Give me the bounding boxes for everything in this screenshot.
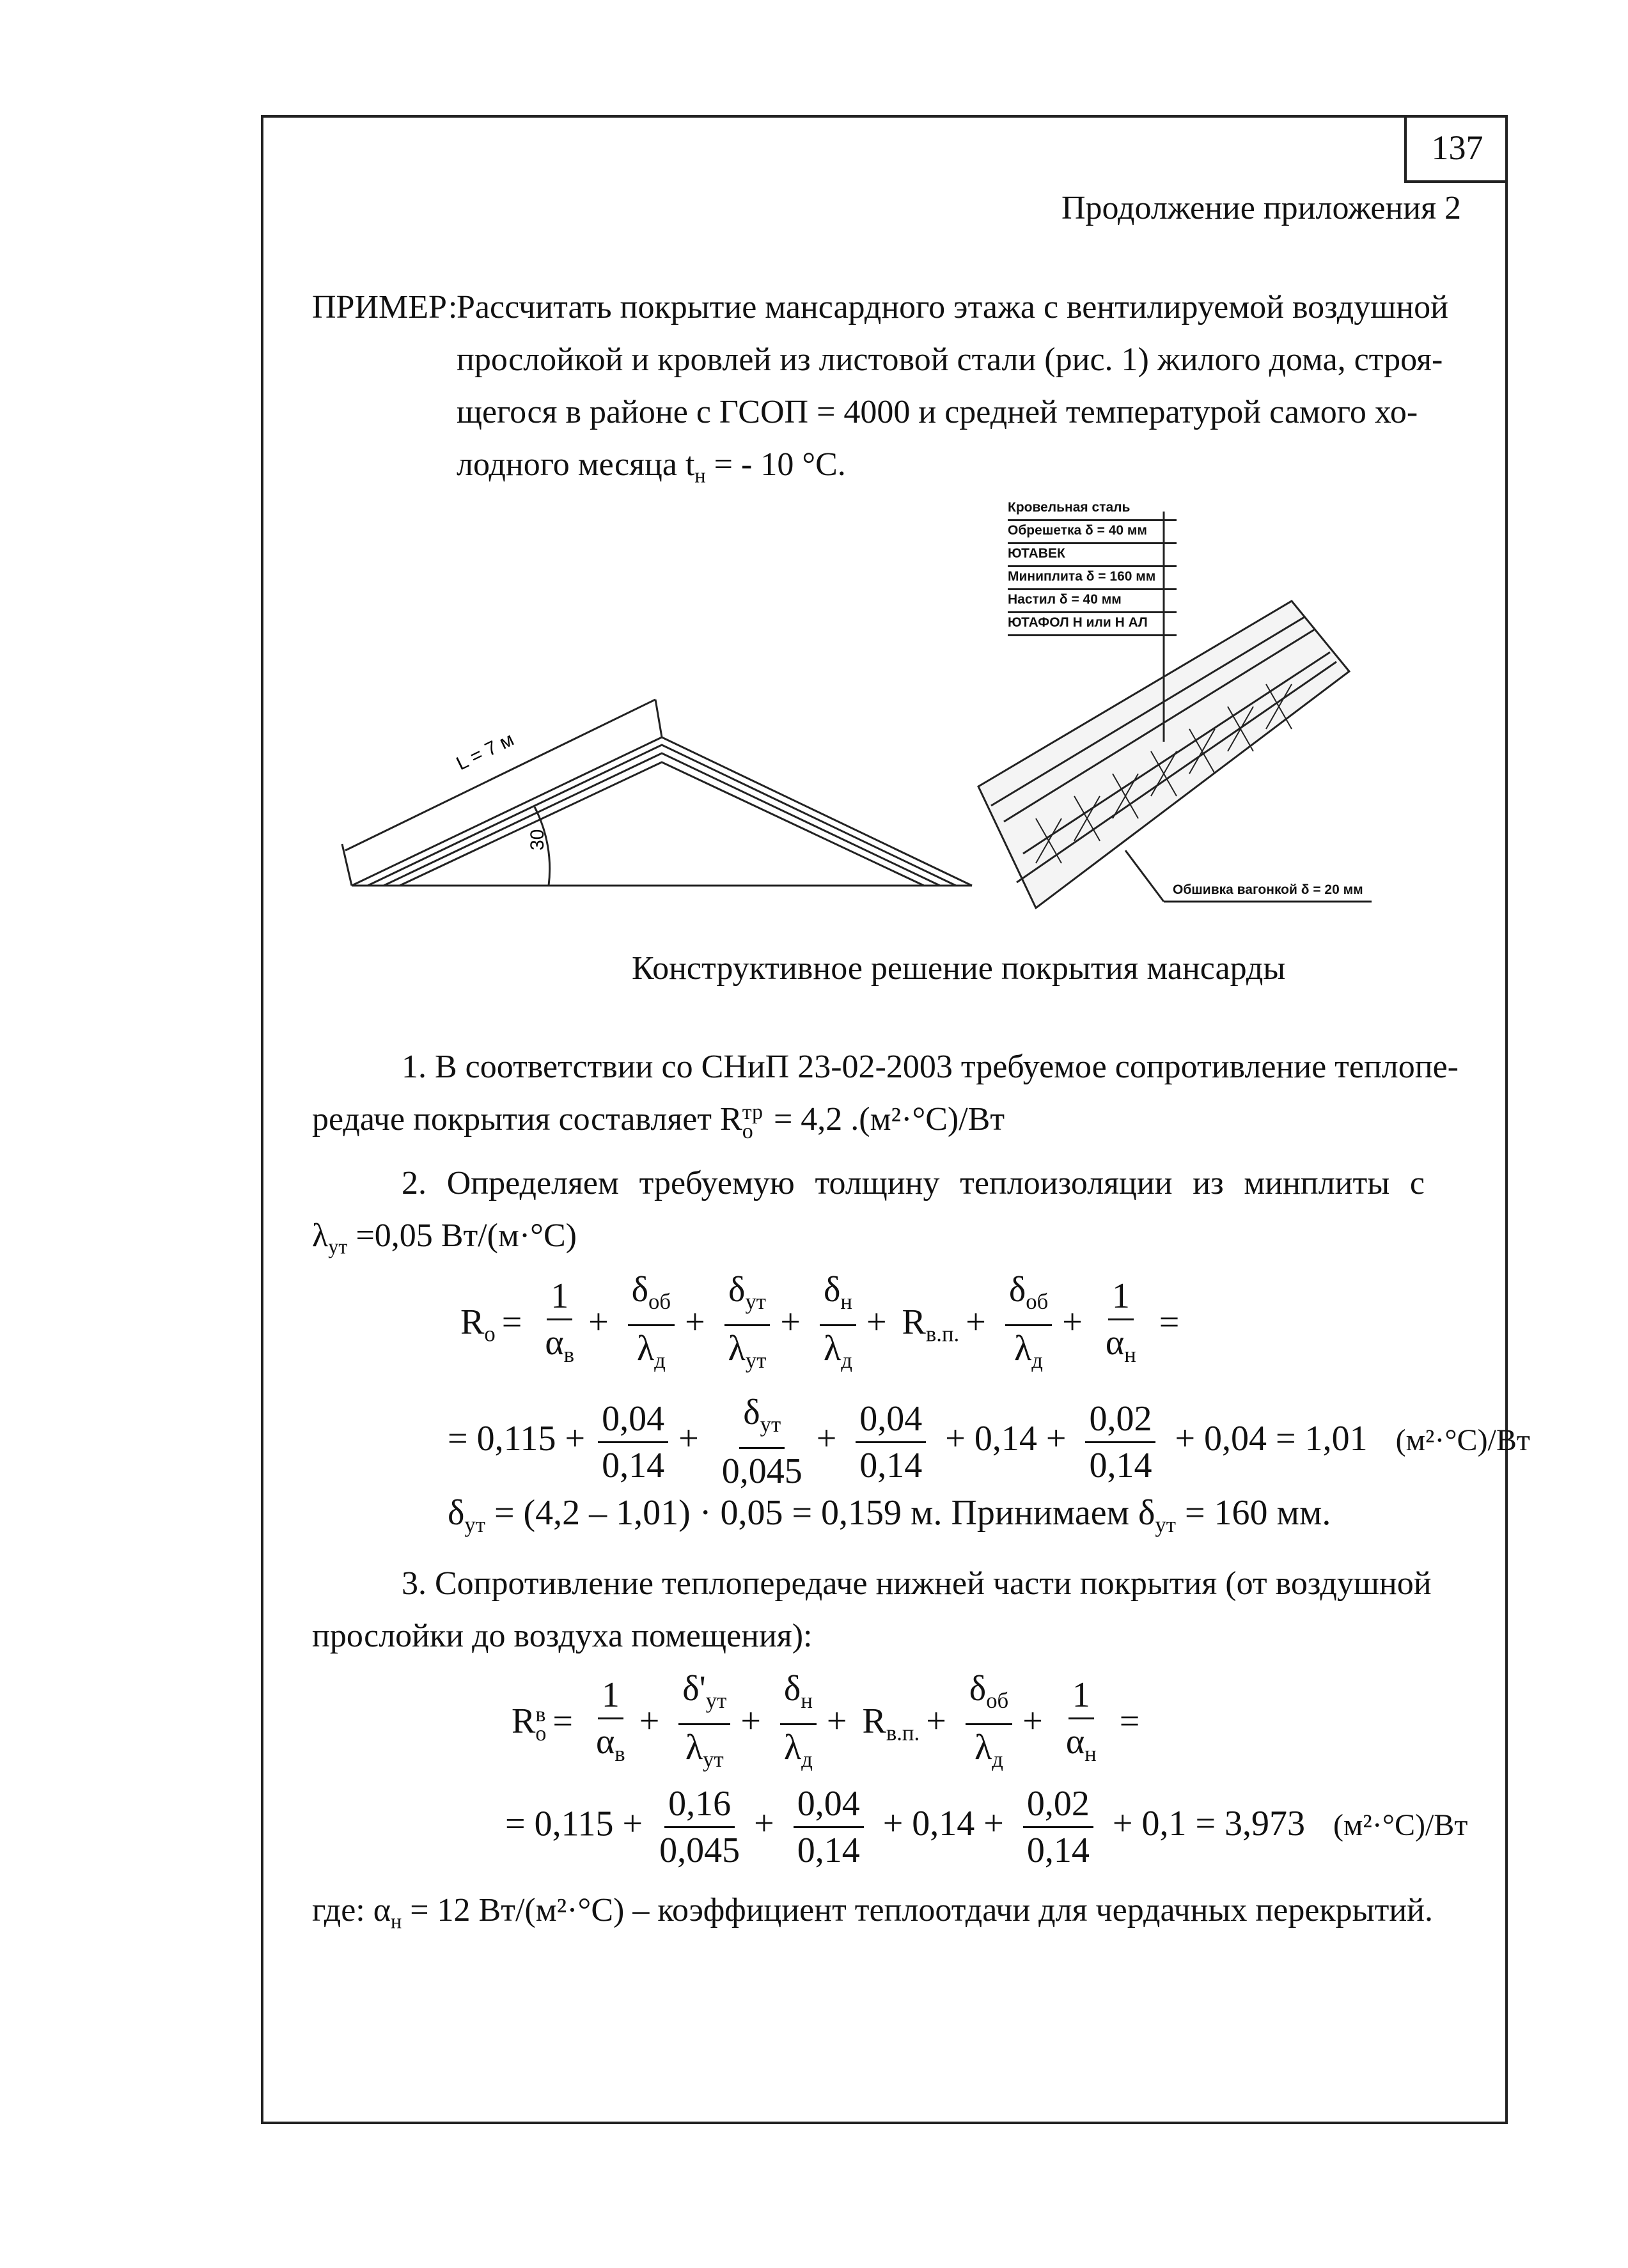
- item-3-line: 3. Сопротивление теплопередаче нижней части покрытия (от воздушной: [402, 1565, 1432, 1602]
- layer-label: Кровельная сталь: [1008, 496, 1177, 521]
- item-3: [312, 1558, 1432, 1662]
- roof-length-label: L = 7 м: [453, 728, 517, 775]
- layer-label: Миниплита δ = 160 мм: [1008, 565, 1177, 590]
- example-line: Рассчитать покрытие мансардного этажа с вентилируемой воздушной: [457, 289, 1448, 325]
- item-3-line: прослойки до воздуха помещения):: [312, 1618, 813, 1654]
- item-2-line: $\lambda_{ут} =0,05$ Вт/(м·°С): [312, 1217, 577, 1258]
- alpha-note: где: $\alpha_н = 12$ Вт/(м²·°С) – коэффициент теплоотдачи для чердачных перекрытий.: [312, 1892, 1433, 1933]
- example-line: лодного месяца $t_н$ = - 10 °С.: [457, 446, 846, 487]
- roof-construction-figure: [333, 486, 1381, 921]
- item-1-line: редаче покрытия составляет R тр о = 4,2 .(м²·°С)/Вт: [312, 1100, 1005, 1144]
- continuation-header: Продолжение приложения 2: [1061, 190, 1462, 226]
- figure-caption: Конструктивное решение покрытия мансарды: [632, 950, 1286, 987]
- equation-ro-lower: R в о = $\frac{1}{\alpha_в}$ + $\frac{\delta'_{ут}}{\lambda_{ут}}$ + $\frac{\delta_н}{\lambda_д}$ + $R_{в.п.}$ + $\frac{\delta_{об}}{\lambda_д}$ + $\frac{1}{\alpha_н}$ =: [512, 1669, 1140, 1772]
- layer-label: Обрешетка δ = 40 мм: [1008, 519, 1177, 544]
- item-2-line: 2. Определяем требуемую толщину теплоизоляции из минплиты с: [402, 1165, 1425, 1201]
- page-number: 137: [1404, 115, 1508, 183]
- layer-label: ЮТАФОЛ Н или Н АЛ: [1008, 611, 1177, 636]
- item-1: [312, 1041, 1459, 1146]
- lining-label: Обшивка вагонкой δ = 20 мм: [1173, 882, 1363, 897]
- equation-insulation-thickness: $\delta_{ут} = (4,2 - 1,01) \cdot 0,05 = 0,159$ м. Принимаем $\delta_{ут} = 160$ мм.: [448, 1493, 1331, 1538]
- equation-ro-lower-values: = 0,115 + $\frac{0,16}{0,045}$ + $\frac{0,04}{0,14}$ + 0,14 + $\frac{0,02}{0,14}$ + 0,1 = 3,973 (м²·°С)/Вт: [505, 1784, 1468, 1870]
- angle-label: 30: [527, 829, 548, 850]
- equation-ro-values: = 0,115 + $\frac{0,04}{0,14}$ + $\frac{\delta_{ут}}{0,045}$ + $\frac{0,04}{0,14}$ + 0,14 + $\frac{0,02}{0,14}$ + 0,04 = 1,01 (м²·°С)/Вт: [448, 1393, 1530, 1492]
- roof-profile-drawing: [342, 700, 972, 886]
- item-2: [312, 1157, 1425, 1262]
- example-line: щегося в районе с ГСОП = 4000 и средней температурой самого хо-: [457, 394, 1418, 430]
- example-line: прослойкой и кровлей из листовой стали (рис. 1) жилого дома, строя-: [457, 341, 1443, 378]
- example-text: [457, 281, 1448, 491]
- item-1-line: 1. В соответствии со СНиП 23-02-2003 требуемое сопротивление теплопе-: [402, 1049, 1459, 1085]
- layer-label: ЮТАВЕК: [1008, 542, 1177, 567]
- example-label: ПРИМЕР:: [312, 289, 458, 325]
- layer-label: Настил δ = 40 мм: [1008, 588, 1177, 613]
- equation-ro: $R_о$ = $\frac{1}{\alpha_в}$ + $\frac{\delta_{об}}{\lambda_д}$ + $\frac{\delta_{ут}}{\lambda_{ут}}$ + $\frac{\delta_н}{\lambda_д}$ + $R_{в.п.}$ + $\frac{\delta_{об}}{\lambda_д}$ + $\frac{1}{\alpha_н}$ =: [460, 1270, 1180, 1373]
